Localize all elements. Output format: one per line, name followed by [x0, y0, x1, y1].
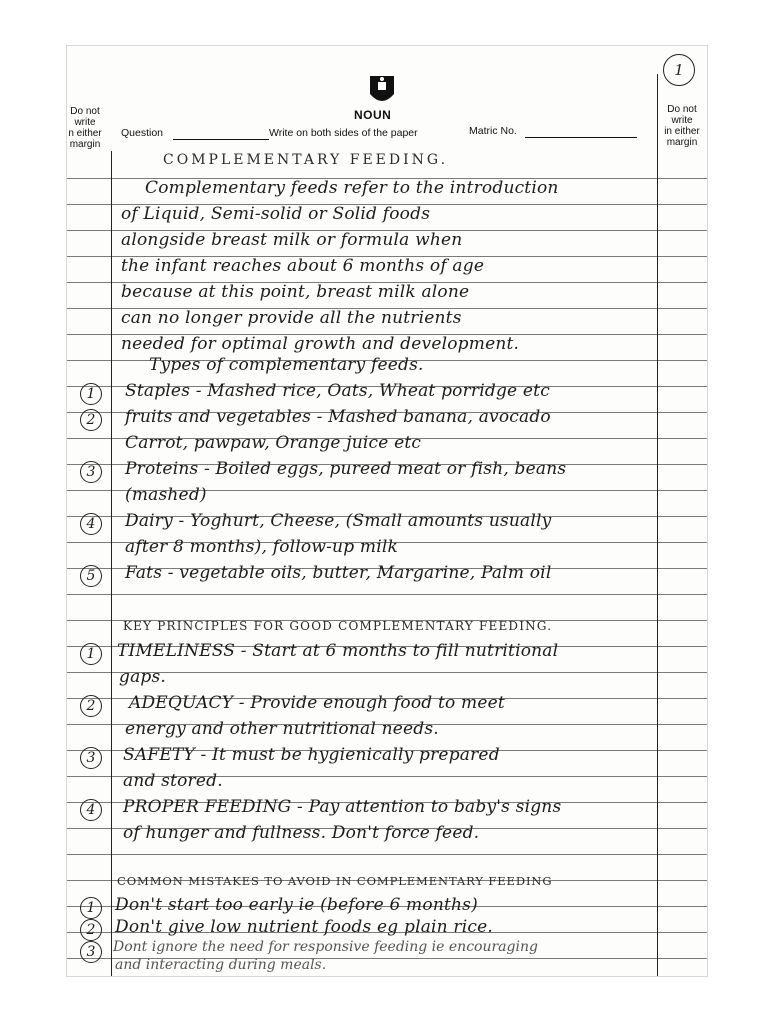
intro-line: of Liquid, Semi-solid or Solid foods: [121, 204, 431, 224]
item-number: 1: [80, 383, 102, 405]
item-number: 2: [80, 409, 102, 431]
types-heading: Types of complementary feeds.: [149, 355, 424, 375]
mistakes-heading: COMMON MISTAKES TO AVOID IN COMPLEMENTARY FEEDING: [117, 874, 553, 888]
types-line: (mashed): [125, 485, 207, 505]
principles-line: energy and other nutritional needs.: [125, 719, 439, 739]
margin-note-line: Do not: [70, 106, 100, 117]
principles-line: ADEQUACY - Provide enough food to meet: [129, 693, 505, 713]
margin-note-line: Do not: [667, 104, 697, 115]
item-number: 3: [80, 461, 102, 483]
principles-line: SAFETY - It must be hygienically prepared: [123, 745, 500, 765]
logo-text: NOUN: [354, 108, 392, 122]
left-margin-rule: [111, 151, 112, 976]
item-number: 2: [80, 695, 102, 717]
principles-line: gaps.: [119, 667, 167, 687]
answer-sheet: [66, 45, 708, 977]
intro-line: Complementary feeds refer to the introduction: [145, 178, 559, 198]
margin-note-left: [66, 106, 109, 150]
intro-line: the infant reaches about 6 months of age: [121, 256, 485, 276]
ruled-line: [67, 594, 707, 595]
page-title: COMPLEMENTARY FEEDING.: [163, 152, 449, 168]
margin-note-line: margin: [666, 137, 698, 148]
principles-line: and stored.: [123, 771, 223, 791]
types-line: Fats - vegetable oils, butter, Margarine, Palm oil: [125, 563, 552, 583]
ruled-line: [67, 854, 707, 855]
types-line: Carrot, pawpaw, Orange juice etc: [125, 433, 422, 453]
types-line: Proteins - Boiled eggs, pureed meat or fish, beans: [125, 459, 567, 479]
types-line: Dairy - Yoghurt, Cheese, (Small amounts usually: [125, 511, 552, 531]
item-number: 2: [80, 919, 102, 941]
margin-note-right: [659, 104, 705, 148]
intro-line: needed for optimal growth and development.: [121, 334, 520, 354]
principles-heading: KEY PRINCIPLES FOR GOOD COMPLEMENTARY FEEDING.: [123, 619, 553, 633]
instruction-text: Write on both sides of the paper: [269, 127, 418, 139]
intro-line: alongside breast milk or formula when: [121, 230, 463, 250]
mistakes-line: Dont ignore the need for responsive feeding ie encouraging: [113, 939, 538, 955]
item-number: 1: [80, 897, 102, 919]
page-number: 1: [663, 54, 695, 86]
principles-line: TIMELINESS - Start at 6 months to fill nutritional: [117, 641, 559, 661]
item-number: 4: [80, 513, 102, 535]
types-line: after 8 months), follow-up milk: [125, 537, 398, 557]
mistakes-line: Don't give low nutrient foods eg plain rice.: [115, 917, 493, 937]
margin-note-line: n either: [68, 128, 102, 139]
intro-line: because at this point, breast milk alone: [121, 282, 470, 302]
matric-field-line: [525, 137, 637, 138]
item-number: 4: [80, 799, 102, 821]
mistakes-line: Don't start too early ie (before 6 months): [115, 895, 478, 915]
mistakes-line: and interacting during meals.: [115, 957, 327, 973]
margin-note-line: margin: [69, 139, 101, 150]
item-number: 3: [80, 747, 102, 769]
question-label: Question: [121, 127, 164, 139]
principles-line: PROPER FEEDING - Pay attention to baby's signs: [123, 797, 562, 817]
principles-line: of hunger and fullness. Don't force feed.: [123, 823, 480, 843]
item-number: 5: [80, 565, 102, 587]
item-number: 3: [80, 941, 102, 963]
margin-note-line: in either: [664, 126, 700, 137]
types-line: fruits and vegetables - Mashed banana, avocado: [125, 407, 551, 427]
matric-label: Matric No.: [469, 125, 517, 137]
noun-logo-icon: [367, 74, 397, 110]
question-field-line: [173, 139, 269, 140]
margin-note-line: write: [74, 117, 96, 128]
intro-line: can no longer provide all the nutrients: [121, 308, 462, 328]
margin-note-line: write: [671, 115, 693, 126]
right-margin-rule: [657, 74, 658, 976]
types-line: Staples - Mashed rice, Oats, Wheat porridge etc: [125, 381, 550, 401]
item-number: 1: [80, 643, 102, 665]
